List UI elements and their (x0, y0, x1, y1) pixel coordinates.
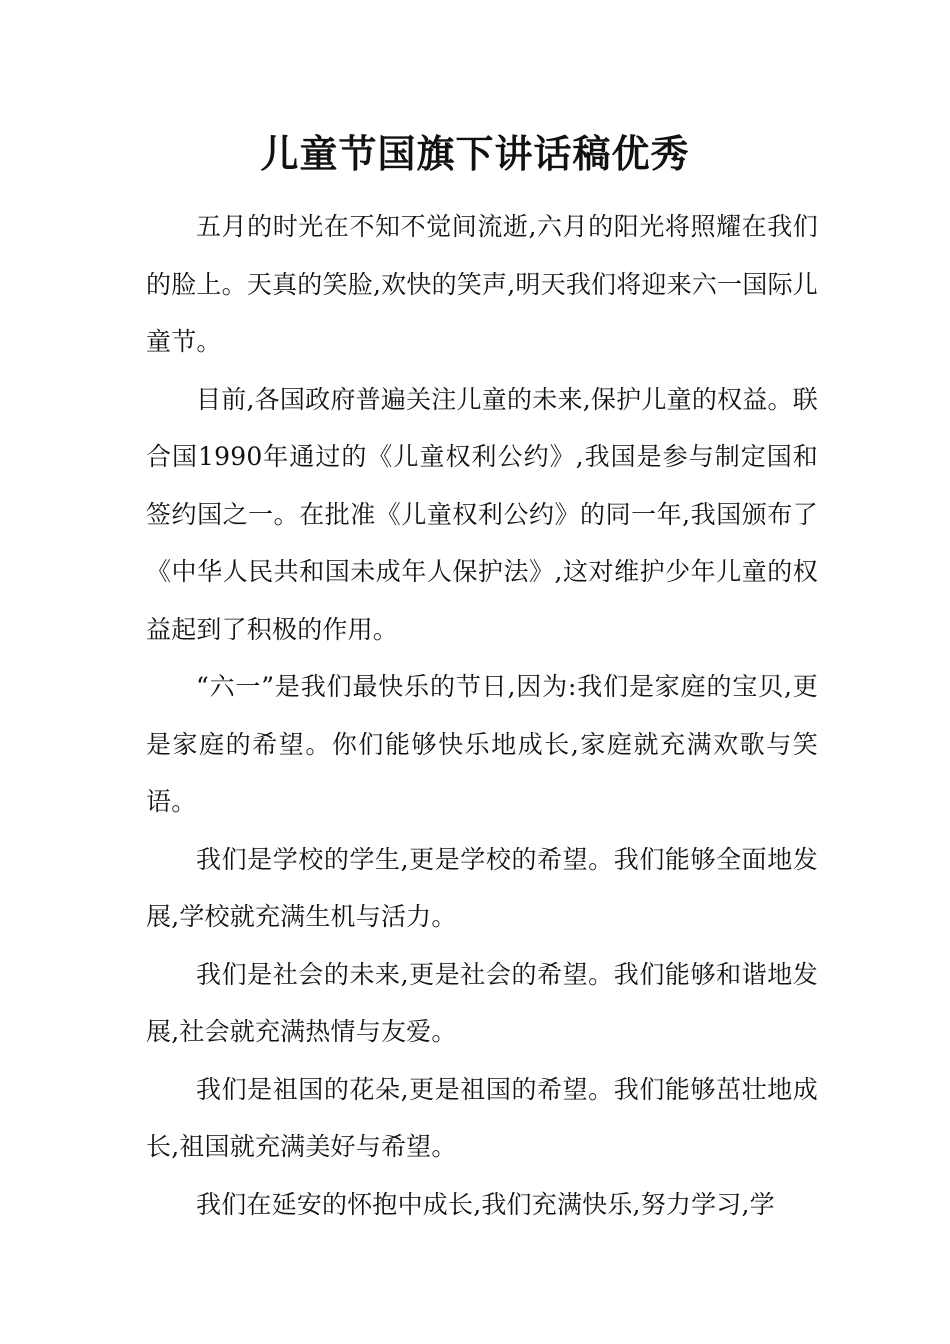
paragraph-4: 我们是学校的学生,更是学校的希望。我们能够全面地发展,学校就充满生机与活力。 (146, 844, 818, 931)
paragraph-2: 目前,各国政府普遍关注儿童的未来,保护儿童的权益。联合国1990年通过的《儿童权利公约》,我国是参与制定国和签约国之一。在批准《儿童权利公约》的同一年,我国颁布了《中华人民共和国未成年人保护法》,这对维护少年儿童的权益起到了积极的作用。 (146, 384, 818, 644)
paragraph-6: 我们是祖国的花朵,更是祖国的希望。我们能够茁壮地成长,祖国就充满美好与希望。 (146, 1074, 818, 1161)
paragraph-7: 我们在延安的怀抱中成长,我们充满快乐,努力学习,学 (196, 1189, 775, 1219)
paragraph-5: 我们是社会的未来,更是社会的希望。我们能够和谐地发展,社会就充满热情与友爱。 (146, 959, 818, 1046)
paragraph-3: “六一”是我们最快乐的节日,因为:我们是家庭的宝贝,更是家庭的希望。你们能够快乐地成长,家庭就充满欢歌与笑语。 (146, 672, 818, 816)
paragraph-1: 五月的时光在不知不觉间流逝,六月的阳光将照耀在我们的脸上。天真的笑脸,欢快的笑声,明天我们将迎来六一国际儿童节。 (146, 212, 818, 356)
document-body (146, 198, 818, 1233)
document-title: 儿童节国旗下讲话稿优秀 (260, 131, 690, 176)
